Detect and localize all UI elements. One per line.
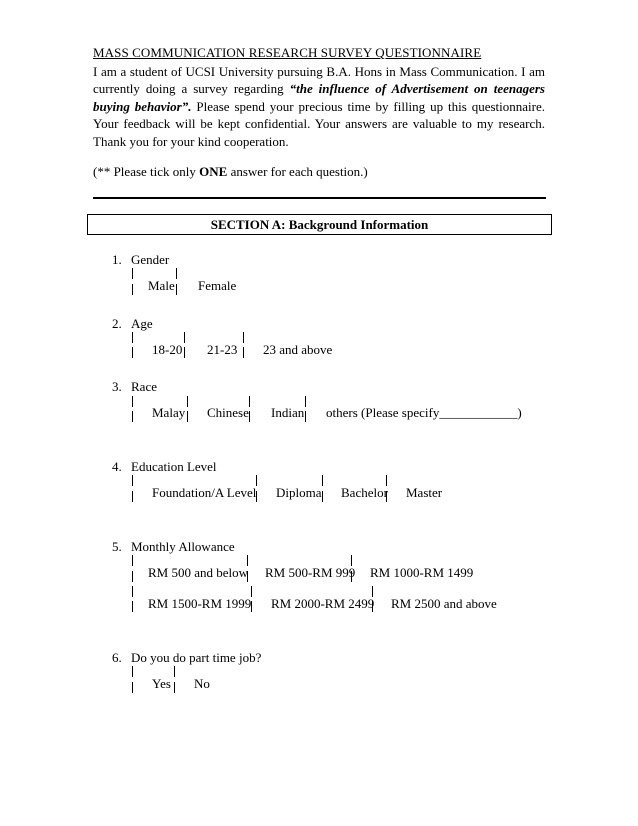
checkbox-malay-top-mark[interactable] — [132, 396, 133, 407]
checkbox-rm500-999-bottom-mark[interactable] — [247, 571, 248, 582]
checkbox-yes-bottom-mark[interactable] — [132, 682, 133, 693]
checkbox-age-21-23-top-mark[interactable] — [184, 332, 185, 343]
option-male: Male — [148, 278, 175, 293]
note-end: answer for each question.) — [227, 164, 368, 179]
option-yes: Yes — [152, 676, 171, 691]
option-others: others (Please specify____________) — [326, 405, 522, 420]
instruction-note — [93, 164, 368, 180]
question-text: Monthly Allowance — [131, 539, 235, 554]
checkbox-rm1500-1999-bottom-mark[interactable] — [132, 601, 133, 612]
checkbox-rm500-below-top-mark[interactable] — [132, 555, 133, 566]
option-rm500-below: RM 500 and below — [148, 565, 249, 580]
option-no: No — [194, 676, 210, 691]
checkbox-rm1500-1999-top-mark[interactable] — [132, 586, 133, 597]
option-master: Master — [406, 485, 443, 500]
checkbox-age-23-above-bottom-mark[interactable] — [243, 347, 244, 358]
checkbox-master-bottom-mark[interactable] — [386, 491, 387, 502]
checkbox-age-18-20-bottom-mark[interactable] — [132, 347, 133, 358]
note-start: (** Please tick only — [93, 164, 200, 179]
checkbox-master-top-mark[interactable] — [386, 475, 387, 486]
question-text: Race — [131, 379, 157, 394]
checkbox-bachelor-bottom-mark[interactable] — [322, 491, 323, 502]
checkbox-yes-top-mark[interactable] — [132, 666, 133, 677]
intro-text-start: I am a student of UCSI University pursuing B.A. Hons in Mass Communication. I am currently doing a survey regarding — [93, 64, 545, 97]
option-rm2500-above: RM 2500 and above — [391, 596, 497, 611]
intro-quote: “the influence of Advertisement on teenagers buying behavior”. — [93, 81, 545, 114]
question-number: 3. — [112, 379, 122, 394]
question-number: 1. — [112, 252, 122, 267]
question-number: 2. — [112, 316, 122, 331]
option-malay: Malay — [152, 405, 186, 420]
checkbox-male-top-mark[interactable] — [132, 268, 133, 279]
option-age-23-above: 23 and above — [263, 342, 333, 357]
intro-text-end: Please spend your precious time by filling up this questionnaire. Your feedback will be kept confidential. Your answers are valuable to my research. Thank you for your kind cooperation. — [93, 98, 545, 149]
divider-line — [93, 197, 546, 199]
question-text: Age — [131, 316, 153, 331]
question-text: Education Level — [131, 459, 217, 474]
checkbox-rm1000-1499-bottom-mark[interactable] — [351, 571, 352, 582]
checkbox-no-top-mark[interactable] — [174, 666, 175, 677]
checkbox-female-top-mark[interactable] — [176, 268, 177, 279]
checkbox-male-bottom-mark[interactable] — [132, 284, 133, 295]
question-number: 5. — [112, 539, 122, 554]
question-number: 4. — [112, 459, 122, 474]
option-bachelor: Bachelor — [341, 485, 388, 500]
checkbox-diploma-bottom-mark[interactable] — [256, 491, 257, 502]
option-rm2000-2499: RM 2000-RM 2499 — [271, 596, 375, 611]
checkbox-foundation-top-mark[interactable] — [132, 475, 133, 486]
intro-paragraph — [93, 63, 545, 150]
option-age-21-23: 21-23 — [207, 342, 238, 357]
checkbox-diploma-top-mark[interactable] — [256, 475, 257, 486]
checkbox-age-18-20-top-mark[interactable] — [132, 332, 133, 343]
question-text: Gender — [131, 252, 170, 267]
option-rm500-999: RM 500-RM 999 — [265, 565, 356, 580]
checkbox-indian-top-mark[interactable] — [249, 396, 250, 407]
section-a-header: SECTION A: Background Information — [87, 214, 552, 235]
option-rm1500-1999: RM 1500-RM 1999 — [148, 596, 252, 611]
checkbox-indian-bottom-mark[interactable] — [249, 411, 250, 422]
option-indian: Indian — [271, 405, 305, 420]
checkbox-foundation-bottom-mark[interactable] — [132, 491, 133, 502]
option-rm1000-1499: RM 1000-RM 1499 — [370, 565, 474, 580]
checkbox-chinese-bottom-mark[interactable] — [187, 411, 188, 422]
checkbox-no-bottom-mark[interactable] — [174, 682, 175, 693]
question-number: 6. — [112, 650, 122, 665]
checkbox-others-top-mark[interactable] — [305, 396, 306, 407]
checkbox-bachelor-top-mark[interactable] — [322, 475, 323, 486]
checkbox-rm1000-1499-top-mark[interactable] — [351, 555, 352, 566]
option-female: Female — [198, 278, 237, 293]
option-foundation: Foundation/A Level — [152, 485, 257, 500]
note-emphasis: ONE — [199, 164, 228, 179]
survey-title: MASS COMMUNICATION RESEARCH SURVEY QUESTIONNAIRE — [93, 45, 482, 60]
checkbox-chinese-top-mark[interactable] — [187, 396, 188, 407]
question-text: Do you do part time job? — [131, 650, 262, 665]
checkbox-rm2500-above-bottom-mark[interactable] — [372, 601, 373, 612]
checkbox-age-21-23-bottom-mark[interactable] — [184, 347, 185, 358]
option-age-18-20: 18-20 — [152, 342, 183, 357]
checkbox-rm500-999-top-mark[interactable] — [247, 555, 248, 566]
checkbox-age-23-above-top-mark[interactable] — [243, 332, 244, 343]
option-chinese: Chinese — [207, 405, 249, 420]
checkbox-rm2000-2499-top-mark[interactable] — [251, 586, 252, 597]
checkbox-rm500-below-bottom-mark[interactable] — [132, 571, 133, 582]
checkbox-female-bottom-mark[interactable] — [176, 284, 177, 295]
checkbox-rm2000-2499-bottom-mark[interactable] — [251, 601, 252, 612]
checkbox-malay-bottom-mark[interactable] — [132, 411, 133, 422]
checkbox-rm2500-above-top-mark[interactable] — [372, 586, 373, 597]
checkbox-others-bottom-mark[interactable] — [305, 411, 306, 422]
option-diploma: Diploma — [276, 485, 322, 500]
